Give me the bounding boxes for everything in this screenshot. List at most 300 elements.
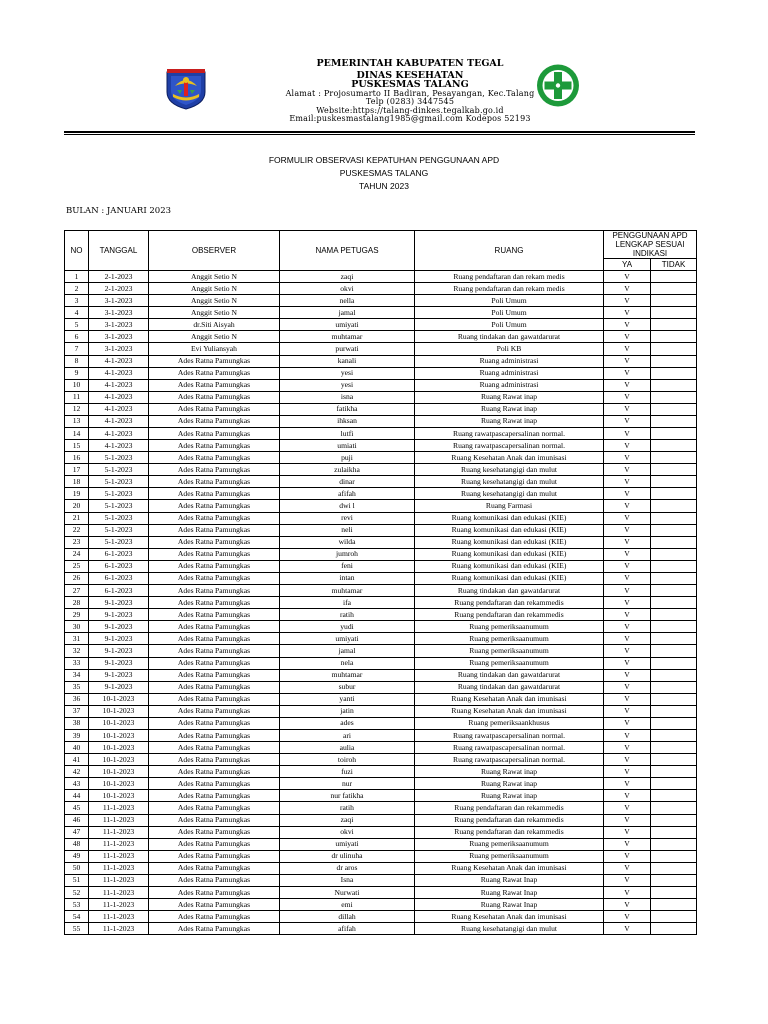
cell-observer: Anggit Setio N: [149, 307, 280, 319]
cell-no-compliance: [651, 271, 697, 283]
table-row: [65, 802, 697, 814]
table-row: [65, 717, 697, 729]
cell-room: Ruang pemeriksaanumum: [415, 850, 604, 862]
cell-observer: Anggit Setio N: [149, 271, 280, 283]
header-room: RUANG: [415, 231, 604, 271]
cell-staff-name: dinar: [280, 476, 415, 488]
cell-room: Poli Umum: [415, 307, 604, 319]
cell-staff-name: puji: [280, 452, 415, 464]
header-rule-thin: [64, 134, 695, 135]
cell-staff-name: afifah: [280, 923, 415, 935]
cell-yes: V: [604, 379, 651, 391]
cell-yes: V: [604, 488, 651, 500]
cell-room: Ruang rawatpascapersalinan normal.: [415, 729, 604, 741]
cell-observer: Ades Ratna Pamungkas: [149, 379, 280, 391]
cell-date: 9-1-2023: [89, 681, 149, 693]
cell-room: Ruang Kesehatan Anak dan imunisasi: [415, 452, 604, 464]
table-row: [65, 585, 697, 597]
cell-observer: Ades Ratna Pamungkas: [149, 415, 280, 427]
cell-staff-name: umiyati: [280, 633, 415, 645]
form-subtitle: PUSKESMAS TALANG: [339, 168, 429, 178]
cell-observer: Ades Ratna Pamungkas: [149, 367, 280, 379]
cell-no-compliance: [651, 295, 697, 307]
cell-date: 6-1-2023: [89, 560, 149, 572]
cell-staff-name: dillah: [280, 911, 415, 923]
cell-room: Ruang Rawat inap: [415, 778, 604, 790]
cell-yes: V: [604, 838, 651, 850]
cell-room: Ruang tindakan dan gawatdarurat: [415, 669, 604, 681]
cell-staff-name: jamal: [280, 645, 415, 657]
cell-yes: V: [604, 464, 651, 476]
cell-no: 40: [65, 742, 89, 754]
cell-observer: Ades Ratna Pamungkas: [149, 717, 280, 729]
cell-observer: Evi Yuliansyah: [149, 343, 280, 355]
cell-yes: V: [604, 319, 651, 331]
cell-staff-name: fuzi: [280, 766, 415, 778]
cell-staff-name: isna: [280, 391, 415, 403]
cell-no-compliance: [651, 379, 697, 391]
cell-staff-name: yudi: [280, 621, 415, 633]
cell-no-compliance: [651, 403, 697, 415]
cell-room: Ruang pendaftaran dan rekammedis: [415, 609, 604, 621]
cell-yes: V: [604, 886, 651, 898]
cell-staff-name: Isna: [280, 874, 415, 886]
cell-no: 31: [65, 633, 89, 645]
table-row: [65, 331, 697, 343]
cell-observer: Ades Ratna Pamungkas: [149, 464, 280, 476]
cell-yes: V: [604, 923, 651, 935]
cell-no: 33: [65, 657, 89, 669]
table-row: [65, 307, 697, 319]
cell-no: 8: [65, 355, 89, 367]
cell-observer: dr.Siti Aisyah: [149, 319, 280, 331]
table-row: [65, 729, 697, 741]
cell-yes: V: [604, 778, 651, 790]
cell-yes: V: [604, 572, 651, 584]
cell-room: Poli Umum: [415, 295, 604, 307]
cell-observer: Ades Ratna Pamungkas: [149, 874, 280, 886]
cell-no: 54: [65, 911, 89, 923]
cell-date: 4-1-2023: [89, 391, 149, 403]
cell-no-compliance: [651, 645, 697, 657]
table-row: [65, 476, 697, 488]
cell-no-compliance: [651, 778, 697, 790]
cell-date: 5-1-2023: [89, 452, 149, 464]
cell-no: 2: [65, 283, 89, 295]
table-row: [65, 911, 697, 923]
cell-observer: Ades Ratna Pamungkas: [149, 560, 280, 572]
cell-room: Ruang Rawat inap: [415, 403, 604, 415]
cell-date: 2-1-2023: [89, 283, 149, 295]
cell-yes: V: [604, 693, 651, 705]
cell-room: Ruang Rawat Inap: [415, 899, 604, 911]
cell-date: 10-1-2023: [89, 790, 149, 802]
cell-room: Ruang pemeriksaankhusus: [415, 717, 604, 729]
cell-yes: V: [604, 452, 651, 464]
cell-no-compliance: [651, 319, 697, 331]
cell-yes: V: [604, 802, 651, 814]
table-row: [65, 355, 697, 367]
cell-date: 11-1-2023: [89, 850, 149, 862]
cell-date: 11-1-2023: [89, 814, 149, 826]
cell-observer: Ades Ratna Pamungkas: [149, 850, 280, 862]
table-row: [65, 609, 697, 621]
header-no: NO: [65, 231, 89, 271]
cell-no: 28: [65, 597, 89, 609]
cell-no-compliance: [651, 488, 697, 500]
cell-observer: Ades Ratna Pamungkas: [149, 693, 280, 705]
cell-observer: Ades Ratna Pamungkas: [149, 911, 280, 923]
cell-yes: V: [604, 331, 651, 343]
cell-date: 10-1-2023: [89, 766, 149, 778]
cell-date: 11-1-2023: [89, 911, 149, 923]
cell-date: 3-1-2023: [89, 319, 149, 331]
table-row: [65, 669, 697, 681]
header-apd-usage: [604, 231, 697, 259]
cell-yes: V: [604, 524, 651, 536]
cell-no: 10: [65, 379, 89, 391]
cell-date: 4-1-2023: [89, 440, 149, 452]
cell-no-compliance: [651, 440, 697, 452]
cell-observer: Ades Ratna Pamungkas: [149, 524, 280, 536]
cell-room: Ruang pendaftaran dan rekammedis: [415, 597, 604, 609]
header-staff-name: NAMA PETUGAS: [280, 231, 415, 271]
cell-yes: V: [604, 705, 651, 717]
cell-room: Ruang Kesehatan Anak dan imunisasi: [415, 862, 604, 874]
cell-no: 20: [65, 500, 89, 512]
table-row: [65, 826, 697, 838]
cell-observer: Anggit Setio N: [149, 283, 280, 295]
cell-no: 44: [65, 790, 89, 802]
cell-no-compliance: [651, 717, 697, 729]
cell-observer: Ades Ratna Pamungkas: [149, 826, 280, 838]
cell-staff-name: intan: [280, 572, 415, 584]
cell-observer: Ades Ratna Pamungkas: [149, 597, 280, 609]
cell-no-compliance: [651, 331, 697, 343]
cell-staff-name: umiyati: [280, 838, 415, 850]
cell-staff-name: zulaikha: [280, 464, 415, 476]
cell-no-compliance: [651, 814, 697, 826]
cell-date: 9-1-2023: [89, 609, 149, 621]
cell-date: 10-1-2023: [89, 717, 149, 729]
cell-date: 3-1-2023: [89, 295, 149, 307]
cell-yes: V: [604, 367, 651, 379]
cell-no-compliance: [651, 343, 697, 355]
cell-no-compliance: [651, 391, 697, 403]
puskesmas-logo-icon: [533, 63, 583, 108]
cell-date: 11-1-2023: [89, 838, 149, 850]
phone-line: Telp (0283) 3447545: [365, 97, 455, 106]
period-label: BULAN : JANUARI 2023: [66, 206, 172, 216]
cell-no: 24: [65, 548, 89, 560]
cell-no: 51: [65, 874, 89, 886]
cell-yes: V: [604, 633, 651, 645]
cell-no: 17: [65, 464, 89, 476]
cell-no-compliance: [651, 283, 697, 295]
table-row: [65, 814, 697, 826]
cell-no-compliance: [651, 609, 697, 621]
cell-staff-name: wilda: [280, 536, 415, 548]
cell-room: Ruang rawatpascapersalinan normal.: [415, 754, 604, 766]
cell-no: 14: [65, 428, 89, 440]
cell-no: 22: [65, 524, 89, 536]
cell-staff-name: toiroh: [280, 754, 415, 766]
table-row: [65, 899, 697, 911]
cell-no-compliance: [651, 464, 697, 476]
cell-room: Ruang Rawat Inap: [415, 874, 604, 886]
cell-room: Ruang administrasi: [415, 379, 604, 391]
cell-date: 3-1-2023: [89, 307, 149, 319]
table-row: [65, 597, 697, 609]
table-row: [65, 343, 697, 355]
cell-no: 18: [65, 476, 89, 488]
cell-date: 10-1-2023: [89, 705, 149, 717]
cell-yes: V: [604, 754, 651, 766]
cell-no: 52: [65, 886, 89, 898]
cell-no-compliance: [651, 560, 697, 572]
cell-no: 29: [65, 609, 89, 621]
cell-date: 6-1-2023: [89, 572, 149, 584]
cell-room: Ruang pendaftaran dan rekam medis: [415, 283, 604, 295]
cell-yes: V: [604, 355, 651, 367]
cell-observer: Ades Ratna Pamungkas: [149, 633, 280, 645]
cell-date: 4-1-2023: [89, 415, 149, 427]
cell-room: Ruang kesehatangigi dan mulut: [415, 923, 604, 935]
cell-no: 25: [65, 560, 89, 572]
observation-table: [64, 230, 697, 935]
form-year: TAHUN 2023: [359, 181, 409, 191]
cell-date: 9-1-2023: [89, 597, 149, 609]
cell-staff-name: yesi: [280, 367, 415, 379]
cell-no-compliance: [651, 585, 697, 597]
cell-yes: V: [604, 271, 651, 283]
cell-observer: Ades Ratna Pamungkas: [149, 585, 280, 597]
cell-yes: V: [604, 645, 651, 657]
cell-date: 10-1-2023: [89, 729, 149, 741]
letterhead: [0, 0, 768, 140]
cell-no: 39: [65, 729, 89, 741]
cell-date: 5-1-2023: [89, 488, 149, 500]
cell-staff-name: jamal: [280, 307, 415, 319]
cell-no: 41: [65, 754, 89, 766]
cell-no-compliance: [651, 597, 697, 609]
cell-yes: V: [604, 283, 651, 295]
cell-staff-name: ratih: [280, 802, 415, 814]
cell-staff-name: zaqi: [280, 271, 415, 283]
cell-room: Ruang administrasi: [415, 367, 604, 379]
cell-no: 48: [65, 838, 89, 850]
cell-date: 4-1-2023: [89, 403, 149, 415]
cell-date: 5-1-2023: [89, 500, 149, 512]
cell-room: Ruang rawatpascapersalinan normal.: [415, 428, 604, 440]
cell-staff-name: muhtamar: [280, 585, 415, 597]
table-row: [65, 790, 697, 802]
cell-staff-name: jatin: [280, 705, 415, 717]
cell-no: 27: [65, 585, 89, 597]
cell-room: Ruang komunikasi dan edukasi (KIE): [415, 512, 604, 524]
cell-no-compliance: [651, 367, 697, 379]
cell-observer: Ades Ratna Pamungkas: [149, 899, 280, 911]
cell-staff-name: aulia: [280, 742, 415, 754]
cell-observer: Ades Ratna Pamungkas: [149, 766, 280, 778]
cell-staff-name: umiati: [280, 440, 415, 452]
table-row: [65, 464, 697, 476]
table-row: [65, 754, 697, 766]
cell-room: Ruang tindakan dan gawatdarurat: [415, 681, 604, 693]
header-no-compliance: TIDAK: [651, 259, 697, 271]
table-row: [65, 645, 697, 657]
cell-no-compliance: [651, 355, 697, 367]
cell-staff-name: feni: [280, 560, 415, 572]
cell-observer: Ades Ratna Pamungkas: [149, 862, 280, 874]
header-apd-line3: INDIKASI: [632, 249, 668, 258]
cell-date: 11-1-2023: [89, 802, 149, 814]
table-row: [65, 391, 697, 403]
cell-yes: V: [604, 415, 651, 427]
cell-room: Ruang pemeriksaanumum: [415, 657, 604, 669]
cell-observer: Ades Ratna Pamungkas: [149, 452, 280, 464]
cell-room: Ruang Rawat Inap: [415, 886, 604, 898]
observation-table-body: [65, 271, 697, 935]
email-line: Email:puskesmastalang1985@gmail.com Kodepos 52193: [289, 114, 531, 123]
cell-no-compliance: [651, 512, 697, 524]
cell-no: 32: [65, 645, 89, 657]
cell-observer: Ades Ratna Pamungkas: [149, 838, 280, 850]
cell-observer: Ades Ratna Pamungkas: [149, 440, 280, 452]
cell-no: 13: [65, 415, 89, 427]
cell-date: 5-1-2023: [89, 512, 149, 524]
cell-observer: Ades Ratna Pamungkas: [149, 645, 280, 657]
cell-observer: Ades Ratna Pamungkas: [149, 681, 280, 693]
cell-staff-name: subur: [280, 681, 415, 693]
cell-observer: Ades Ratna Pamungkas: [149, 621, 280, 633]
table-row: [65, 452, 697, 464]
cell-yes: V: [604, 343, 651, 355]
cell-observer: Ades Ratna Pamungkas: [149, 391, 280, 403]
cell-room: Ruang Rawat inap: [415, 766, 604, 778]
cell-yes: V: [604, 621, 651, 633]
cell-date: 9-1-2023: [89, 669, 149, 681]
cell-yes: V: [604, 295, 651, 307]
cell-room: Ruang Kesehatan Anak dan imunisasi: [415, 705, 604, 717]
cell-staff-name: kanali: [280, 355, 415, 367]
cell-date: 6-1-2023: [89, 548, 149, 560]
cell-no: 30: [65, 621, 89, 633]
cell-room: Ruang pemeriksaanumum: [415, 838, 604, 850]
cell-no-compliance: [651, 766, 697, 778]
cell-yes: V: [604, 512, 651, 524]
cell-no-compliance: [651, 536, 697, 548]
cell-staff-name: okvi: [280, 826, 415, 838]
cell-date: 9-1-2023: [89, 645, 149, 657]
cell-staff-name: dr aros: [280, 862, 415, 874]
cell-room: Ruang pendaftaran dan rekammedis: [415, 814, 604, 826]
cell-no: 34: [65, 669, 89, 681]
cell-staff-name: yanti: [280, 693, 415, 705]
cell-staff-name: ratih: [280, 609, 415, 621]
cell-room: Ruang komunikasi dan edukasi (KIE): [415, 524, 604, 536]
cell-date: 5-1-2023: [89, 536, 149, 548]
table-row: [65, 488, 697, 500]
cell-observer: Ades Ratna Pamungkas: [149, 355, 280, 367]
cell-staff-name: ihksan: [280, 415, 415, 427]
cell-room: Ruang tindakan dan gawatdarurat: [415, 585, 604, 597]
cell-staff-name: ifa: [280, 597, 415, 609]
cell-no: 4: [65, 307, 89, 319]
table-row: [65, 524, 697, 536]
cell-room: Ruang komunikasi dan edukasi (KIE): [415, 548, 604, 560]
cell-no-compliance: [651, 862, 697, 874]
cell-staff-name: lutfi: [280, 428, 415, 440]
cell-no: 35: [65, 681, 89, 693]
table-row: [65, 379, 697, 391]
cell-yes: V: [604, 911, 651, 923]
cell-no-compliance: [651, 681, 697, 693]
cell-staff-name: nur fatikha: [280, 790, 415, 802]
cell-staff-name: ari: [280, 729, 415, 741]
cell-no: 38: [65, 717, 89, 729]
cell-date: 11-1-2023: [89, 886, 149, 898]
header-apd-line1: PENGGUNAAN APD: [612, 231, 688, 240]
cell-staff-name: Nurwati: [280, 886, 415, 898]
cell-no-compliance: [651, 838, 697, 850]
table-row: [65, 283, 697, 295]
cell-no: 49: [65, 850, 89, 862]
cell-room: Ruang komunikasi dan edukasi (KIE): [415, 560, 604, 572]
table-row: [65, 850, 697, 862]
cell-date: 4-1-2023: [89, 428, 149, 440]
website-line: Website:https://talang-dinkes.tegalkab.go.id: [316, 106, 504, 115]
cell-no: 46: [65, 814, 89, 826]
cell-yes: V: [604, 742, 651, 754]
cell-no-compliance: [651, 633, 697, 645]
cell-room: Ruang komunikasi dan edukasi (KIE): [415, 572, 604, 584]
table-row: [65, 572, 697, 584]
cell-date: 4-1-2023: [89, 367, 149, 379]
cell-staff-name: muhtamar: [280, 669, 415, 681]
table-row: [65, 319, 697, 331]
cell-no: 42: [65, 766, 89, 778]
cell-staff-name: nella: [280, 295, 415, 307]
cell-no-compliance: [651, 657, 697, 669]
cell-yes: V: [604, 899, 651, 911]
cell-yes: V: [604, 874, 651, 886]
cell-room: Poli Umum: [415, 319, 604, 331]
cell-staff-name: afifah: [280, 488, 415, 500]
table-row: [65, 500, 697, 512]
cell-date: 10-1-2023: [89, 754, 149, 766]
cell-room: Ruang Kesehatan Anak dan imunisasi: [415, 911, 604, 923]
cell-observer: Ades Ratna Pamungkas: [149, 548, 280, 560]
cell-staff-name: okvi: [280, 283, 415, 295]
table-row: [65, 681, 697, 693]
cell-date: 4-1-2023: [89, 379, 149, 391]
cell-staff-name: jumroh: [280, 548, 415, 560]
cell-observer: Ades Ratna Pamungkas: [149, 572, 280, 584]
cell-no-compliance: [651, 307, 697, 319]
cell-yes: V: [604, 862, 651, 874]
cell-observer: Ades Ratna Pamungkas: [149, 657, 280, 669]
cell-date: 9-1-2023: [89, 657, 149, 669]
cell-observer: Ades Ratna Pamungkas: [149, 609, 280, 621]
government-name: PEMERINTAH KABUPATEN TEGAL: [316, 58, 504, 69]
cell-observer: Ades Ratna Pamungkas: [149, 500, 280, 512]
cell-observer: Ades Ratna Pamungkas: [149, 488, 280, 500]
cell-no-compliance: [651, 790, 697, 802]
cell-no-compliance: [651, 802, 697, 814]
cell-yes: V: [604, 609, 651, 621]
unit-name: PUSKESMAS TALANG: [351, 79, 469, 90]
